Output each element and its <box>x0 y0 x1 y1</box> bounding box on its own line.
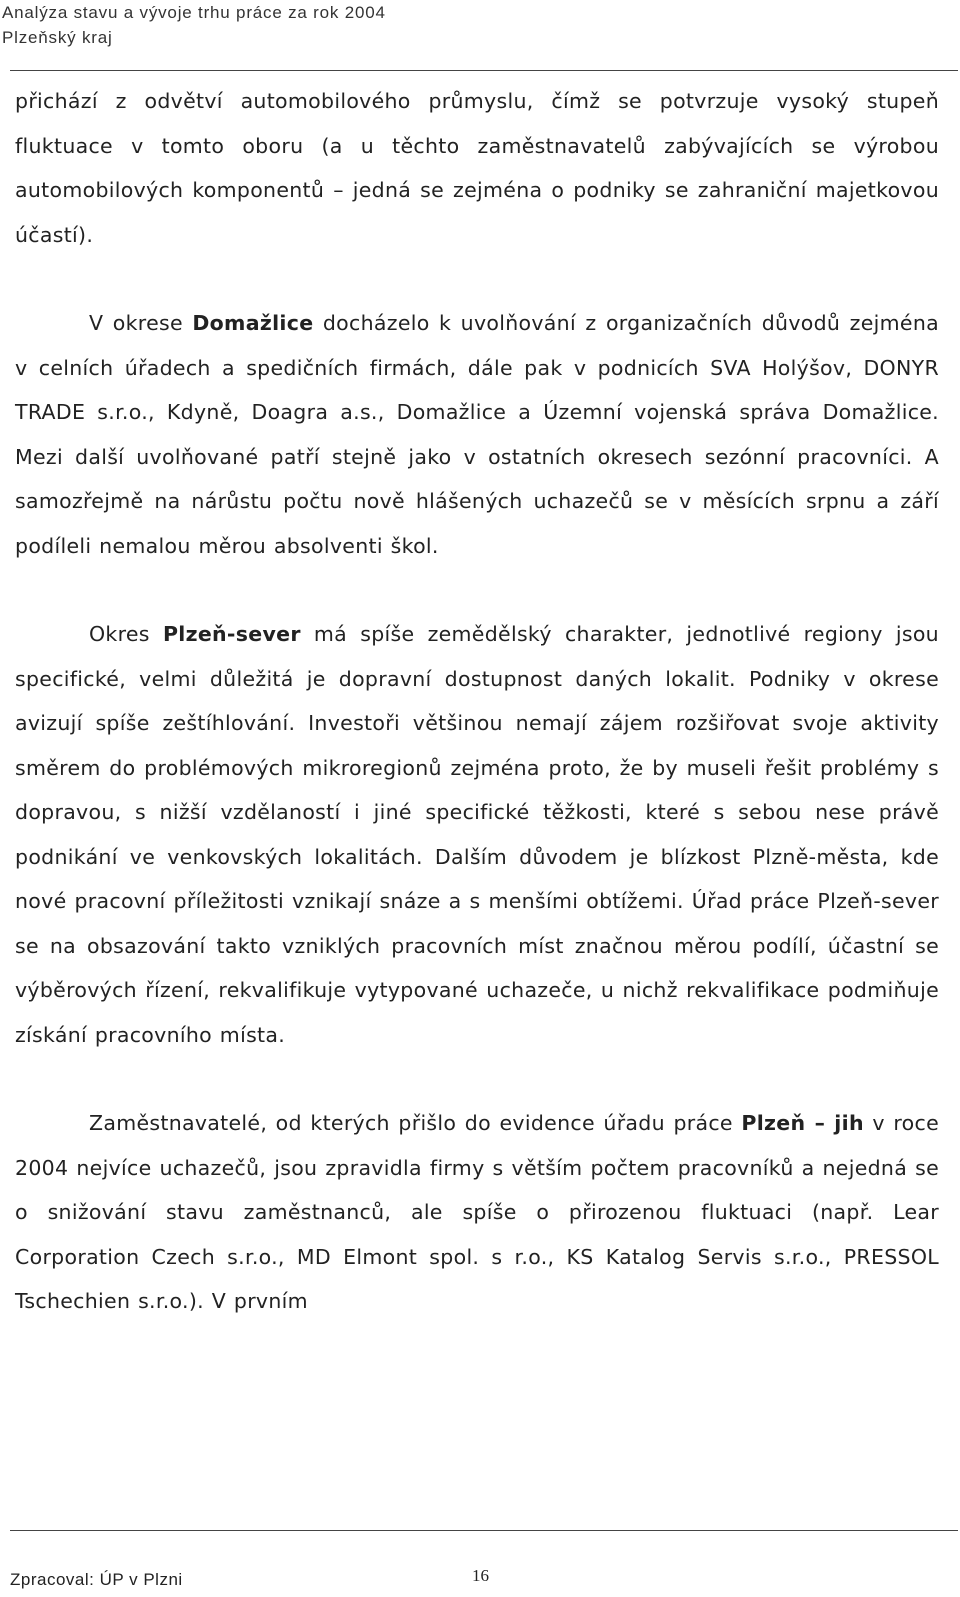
footer-divider <box>10 1530 958 1531</box>
paragraph-text: přichází z odvětví automobilového průmyslu, čímž se potvrzuje vysoký stupeň fluktuace v tomto oboru (a u těchto zaměstnavatelů zabývajících se výrobou automobilových komponentů – jedná se zejména o podniky se zahraniční majetkovou účastí). <box>15 89 939 247</box>
paragraph-text: Okres <box>89 622 163 646</box>
footer-author: Zpracoval: ÚP v Plzni <box>10 1570 183 1589</box>
paragraph-plzen-sever <box>15 612 939 1057</box>
header-divider <box>10 70 958 71</box>
paragraph-text: docházelo k uvolňování z organizačních důvodů zejména v celních úřadech a spedičních firmách, dále pak v podnicích SVA Holýšov, DONYR TRADE s.r.o., Kdyně, Doagra a.s., Domažlice a Územní vojenská správa Domažlice. Mezi další uvolňované patří stejně jako v ostatních okresech sezónní pracovníci. A samozřejmě na nárůstu počtu nově hlášených uchazečů se v měsících srpnu a září podíleli nemalou měrou absolventi škol. <box>15 311 939 558</box>
header-title: Analýza stavu a vývoje trhu práce za rok 2004 <box>2 3 386 22</box>
page-footer <box>10 1566 958 1596</box>
paragraph-text: Zaměstnavatelé, od kterých přišlo do evidence úřadu práce <box>89 1111 742 1135</box>
paragraph-automotive <box>15 79 939 257</box>
document-body <box>15 79 939 1324</box>
paragraph-spacer <box>15 257 939 301</box>
paragraph-text: V okrese <box>89 311 193 335</box>
paragraph-spacer <box>15 1057 939 1101</box>
district-name-domazlice: Domažlice <box>192 311 314 335</box>
paragraph-text: má spíše zemědělský charakter, jednotlivé regiony jsou specifické, velmi důležitá je dopravní dostupnost daných lokalit. Podniky v okrese avizují spíše zeštíhlování. Investoři většinou nemají zájem rozšiřovat svoje aktivity směrem do problémových mikroregionů zejména proto, že by museli řešit problémy s dopravou, s nižší vzdělaností i jiné specifické těžkosti, které s sebou nese právě podnikání ve venkovských lokalitách. Dalším důvodem je blízkost Plzně-města, kde nové pracovní příležitosti vznikají snáze a s menšími obtížemi. Úřad práce Plzeň-sever se na obsazování takto vzniklých pracovních míst značnou měrou podílí, účastní se výběrových řízení, rekvalifikuje vytypované uchazeče, u nichž rekvalifikace podmiňuje získání pracovního místa. <box>15 622 939 1047</box>
district-name-plzen-sever: Plzeň-sever <box>162 622 301 646</box>
paragraph-spacer <box>15 568 939 612</box>
page-number: 16 <box>472 1566 489 1585</box>
paragraph-domazlice <box>15 301 939 568</box>
paragraph-plzen-jih <box>15 1101 939 1324</box>
page-header <box>0 0 960 50</box>
header-region: Plzeňský kraj <box>2 28 113 47</box>
district-name-plzen-jih: Plzeň – jih <box>741 1111 864 1135</box>
paragraph-text: v roce 2004 nejvíce uchazečů, jsou zpravidla firmy s větším počtem pracovníků a nejedná se o snižování stavu zaměstnanců, ale spíše o přirozenou fluktuaci (např. Lear Corporation Czech s.r.o., MD Elmont spol. s r.o., KS Katalog Servis s.r.o., PRESSOL Tschechien s.r.o.). V prvním <box>15 1111 939 1313</box>
